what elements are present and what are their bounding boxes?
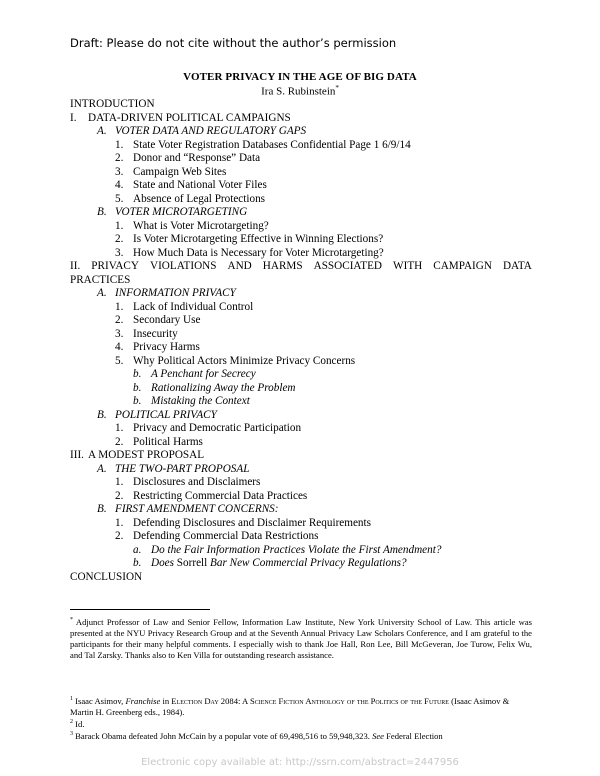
toc-number: 3. (115, 327, 124, 340)
toc-label: Secondary Use (133, 314, 201, 326)
footnote-author (70, 615, 532, 662)
toc-subitem (133, 557, 407, 570)
toc-label: VOTER DATA AND REGULATORY GAPS (115, 125, 307, 137)
toc-label: State and National Voter Files (133, 179, 267, 191)
footnote-book-title: Election Day 2084: A Science Fiction Anthology of the Politics of the Future (171, 695, 449, 706)
footnote-signal: See (372, 730, 384, 741)
toc-number: III. (70, 449, 84, 461)
toc-label: Absence of Legal Protections (133, 192, 266, 205)
toc-label: Is Voter Microtargeting Effective in Winning Elections? (133, 233, 384, 245)
toc-item (115, 233, 383, 246)
footnote-text-post: Federal Election (384, 730, 443, 741)
toc-item (115, 517, 371, 530)
toc-number: 1. (115, 516, 124, 529)
draft-notice: Draft: Please do not cite without the author’s permission (70, 36, 397, 50)
footnote-mark: 3 (70, 731, 73, 737)
toc-section-2 (70, 260, 532, 273)
toc-word: CAMPAIGN (433, 260, 492, 272)
toc-label: Political Harms (133, 435, 203, 448)
toc-conclusion: CONCLUSION (70, 570, 143, 583)
toc-number: b. (133, 395, 142, 407)
toc-label: DATA-DRIVEN POLITICAL CAMPAIGNS (88, 111, 291, 124)
toc-label: INFORMATION PRIVACY (115, 287, 236, 299)
footnote-mark: 1 (70, 696, 73, 702)
toc-number: 2. (115, 489, 124, 502)
toc-label: A MODEST PROPOSAL (88, 449, 205, 461)
toc-number: 4. (115, 341, 124, 353)
toc-section-3a (97, 463, 249, 476)
toc-label: Do the Fair Information Practices Violate the First Amendment? (151, 543, 442, 556)
ssrn-footer: Electronic copy available at: http://ssrn.com/abstract=2447956 (141, 757, 459, 768)
footnote-3 (70, 729, 532, 742)
footnote-text-mid: in (160, 695, 172, 706)
toc-number: I. (70, 111, 77, 124)
toc-label: Donor and “Response” Data (133, 152, 261, 164)
toc-section-1b (97, 206, 247, 219)
footnote-text: Id. (75, 718, 85, 729)
toc-label: Privacy Harms (133, 341, 200, 353)
toc-label: Rationalizing Away the Problem (151, 381, 296, 394)
toc-number: b. (133, 381, 142, 394)
toc-number: 3. (115, 246, 124, 259)
toc-label: THE TWO-PART PROPOSAL (115, 462, 250, 475)
toc-label: Why Political Actors Minimize Privacy Concerns (133, 354, 356, 367)
toc-number: a. (133, 543, 142, 556)
toc-label: Mistaking the Context (151, 395, 250, 407)
toc-number: A. (97, 462, 107, 475)
toc-label: State Voter Registration Databases Confidential Page 1 6/9/14 (133, 138, 411, 151)
toc-number: A. (97, 125, 107, 137)
toc-section-1a (97, 125, 306, 138)
toc-section-2-continued: PRACTICES (70, 273, 131, 286)
toc-item (115, 166, 226, 179)
toc-number: 1. (115, 422, 124, 434)
toc-number: 4. (115, 179, 124, 191)
toc-item (115, 179, 267, 192)
toc-item (115, 247, 384, 260)
toc-subitem (133, 544, 441, 557)
toc-section-2a (97, 287, 236, 300)
toc-word: PRIVACY (91, 260, 139, 272)
toc-item (115, 314, 200, 327)
author-name: Ira S. Rubinstein (261, 85, 336, 98)
toc-label: Defending Commercial Data Restrictions (133, 530, 319, 542)
toc-section-2b (97, 409, 217, 422)
toc-item (115, 328, 178, 341)
toc-word: ASSOCIATED (313, 260, 382, 272)
toc-number: 1. (115, 476, 124, 488)
toc-number: 2. (115, 435, 124, 448)
toc-label: Campaign Web Sites (133, 165, 227, 178)
toc-subitem (133, 395, 250, 408)
toc-label-post: Bar New Commercial Privacy Regulations? (207, 557, 407, 569)
toc-number: 1. (115, 219, 124, 232)
toc-item (115, 301, 253, 314)
toc-number: 5. (115, 192, 124, 205)
toc-label: Privacy and Democratic Participation (133, 422, 302, 434)
author-footnote-mark: * (335, 84, 339, 92)
toc-label: Restricting Commercial Data Practices (133, 489, 308, 502)
paper-title: VOTER PRIVACY IN THE AGE OF BIG DATA (183, 71, 417, 83)
toc-label-case: Sorrell (176, 557, 208, 569)
toc-label: How Much Data is Necessary for Voter Microtargeting? (133, 246, 384, 259)
toc-item (115, 220, 269, 233)
toc-number: 1. (115, 138, 124, 151)
footnote-mark: * (70, 617, 73, 623)
footnote-text-post: (Isaac Asimov & Martin H. Greenberg eds., 1984). (70, 695, 510, 718)
footnote-divider (70, 609, 210, 610)
toc-number: B. (97, 408, 107, 421)
toc-number: B. (97, 503, 107, 515)
toc-item (115, 530, 318, 543)
toc-item (115, 490, 307, 503)
toc-word: DATA (502, 260, 532, 272)
toc-number: B. (97, 206, 107, 218)
toc-subitem (133, 382, 296, 395)
toc-number: 2. (115, 530, 124, 542)
toc-label: Lack of Individual Control (133, 300, 254, 313)
footnote-work-title: Franchise (125, 695, 161, 706)
toc-label: A Penchant for Secrecy (151, 368, 256, 380)
toc-number: 5. (115, 354, 124, 367)
toc-section-3 (70, 449, 204, 462)
toc-subitem (133, 368, 256, 381)
toc-number: 1. (115, 300, 124, 313)
toc-word: II. (70, 260, 81, 272)
footnote-mark: 2 (70, 719, 73, 725)
toc-label: Disclosures and Disclaimers (133, 476, 261, 488)
toc-introduction: INTRODUCTION (70, 98, 155, 110)
toc-word: HARMS (262, 260, 303, 272)
toc-word: AND (227, 260, 252, 272)
toc-item (115, 193, 265, 206)
toc-number: A. (97, 287, 107, 299)
footnote-text-pre: Barack Obama defeated John McCain by a popular vote of 69,498,516 to 59,948,323. (75, 730, 373, 741)
toc-number: 3. (115, 165, 124, 178)
toc-section-1 (70, 112, 291, 125)
toc-label: Insecurity (133, 327, 178, 340)
toc-word: VIOLATIONS (149, 260, 217, 272)
toc-label-pre: Does (151, 557, 177, 569)
toc-item (115, 476, 260, 489)
toc-label: FIRST AMENDMENT CONCERNS: (115, 503, 279, 515)
toc-number: 2. (115, 152, 124, 164)
toc-label: POLITICAL PRIVACY (115, 408, 217, 421)
toc-item (115, 355, 355, 368)
toc-number: 2. (115, 233, 124, 245)
toc-number: 2. (115, 314, 124, 326)
toc-number: b. (133, 368, 142, 380)
footnote-text: Adjunct Professor of Law and Senior Fellow, Information Law Institute, New York University School of Law. This article was presented at the NYU Privacy Research Group and at the Seventh Annual Privacy Law Scholars Conference, and I am grateful to the participants for their many helpful comments. I especially wish to thank Joe Hall, Ron Lee, Bill McGeveran, Joe Turow, Felix Wu, and Tal Zarsky. Thanks also to Ken Villa for outstanding research assistance. (70, 616, 532, 661)
toc-item (115, 341, 200, 354)
toc-label: VOTER MICROTARGETING (115, 206, 248, 218)
author-line (0, 84, 600, 98)
toc-word: WITH (393, 260, 423, 272)
toc-number: b. (133, 557, 142, 569)
toc-section-3b (97, 503, 278, 516)
footnote-text-pre: Isaac Asimov, (75, 695, 126, 706)
toc-item (115, 139, 411, 152)
toc-item (115, 422, 301, 435)
toc-item (115, 152, 260, 165)
footnote-1 (70, 694, 532, 718)
toc-label: Defending Disclosures and Disclaimer Requirements (133, 516, 371, 529)
toc-item (115, 436, 203, 449)
toc-label: What is Voter Microtargeting? (133, 219, 269, 232)
